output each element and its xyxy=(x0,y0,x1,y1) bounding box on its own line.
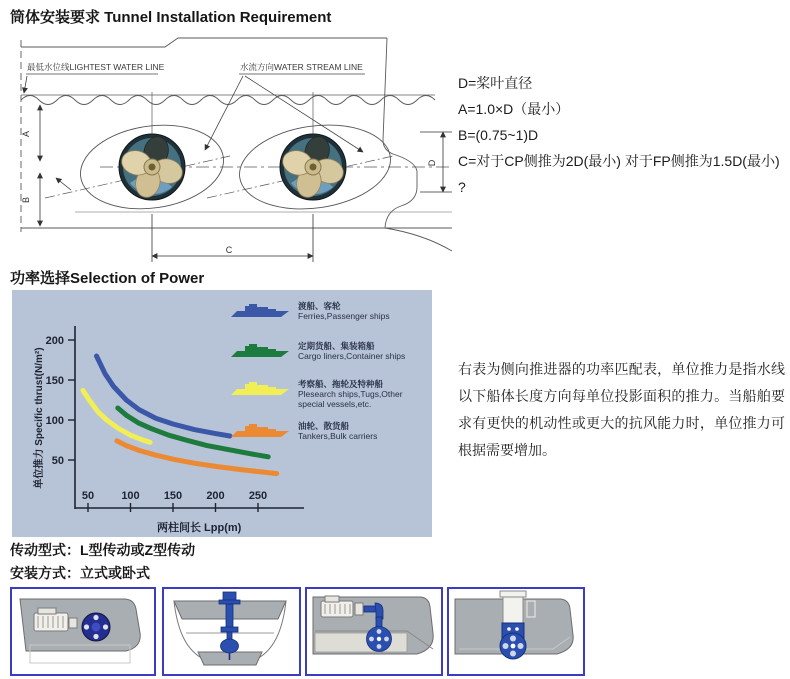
legend-text-cargo xyxy=(298,341,430,383)
power-chart-svg xyxy=(12,290,432,537)
thruster-flange-icon xyxy=(82,613,110,641)
x-axis-label: 两柱间长 Lpp(m) xyxy=(157,522,242,534)
x-tick-label: 250 xyxy=(248,490,268,502)
dimension-notes xyxy=(458,70,785,200)
y-tick-label: 50 xyxy=(51,455,64,467)
lightest-water-line-label: 最低水位线LIGHTEST WATER LINE xyxy=(27,62,165,72)
center-lines xyxy=(45,156,452,198)
legend-entry-ferries: 渡船、客轮 Ferries,Passenger ships xyxy=(298,301,390,322)
tunnel-diagram-svg xyxy=(15,30,452,262)
install-image-vertical-drive xyxy=(162,587,301,676)
legend-text-ferries xyxy=(298,301,430,343)
legend-text-tankers xyxy=(298,421,430,463)
note-d: D=桨叶直径 xyxy=(458,75,533,91)
thruster-pod-icon xyxy=(500,623,526,659)
x-tick-label: 150 xyxy=(163,490,183,502)
mounting-type-line: 安装方式：立式或卧式 xyxy=(10,565,150,581)
dim-b-label: B xyxy=(21,196,31,204)
dim-a-label: A xyxy=(21,130,31,138)
dim-d-label: D xyxy=(427,159,437,167)
install-image-vertical-motor xyxy=(447,587,585,676)
x-tick-label: 200 xyxy=(206,490,225,502)
note-c: C=对于CP侧推为2D(最小) 对于FP侧推为1.5D(最小) xyxy=(458,153,780,169)
drive-type-line: 传动型式：L型传动或Z型传动 xyxy=(10,542,196,558)
install-image-horizontal-drive xyxy=(10,587,156,676)
x-tick-label: 100 xyxy=(121,490,140,502)
legend-entry-tankers: 油轮、散货船 Tankers,Bulk carriers xyxy=(298,421,378,442)
y-axis-label: 单位推力 Specific thrust(N/m²) xyxy=(34,347,45,489)
note-b: B=(0.75~1)D xyxy=(458,127,539,143)
water-stream-line-label: 水流方向WATER STREAM LINE xyxy=(240,62,363,72)
y-tick-label: 150 xyxy=(45,375,64,387)
legend-entry-research: 考察船、拖轮及特种船 Plesearch ships,Tugs,Other special vessels,etc. xyxy=(298,379,403,410)
y-tick-label: 100 xyxy=(45,415,64,427)
x-tick-label: 50 xyxy=(81,490,95,502)
page-title: 筒体安装要求 Tunnel Installation Requirement xyxy=(10,9,332,26)
power-section-title: 功率选择Selection of Power xyxy=(10,270,205,287)
legend-entry-cargo: 定期货船、集装箱船 Cargo liners,Container ships xyxy=(298,341,406,362)
note-a: A=1.0×D（最小） xyxy=(458,101,570,117)
dim-c-label: C xyxy=(225,245,233,255)
power-selection-chart xyxy=(12,290,432,537)
dimension-lines xyxy=(40,105,452,262)
legend-text-research xyxy=(298,379,430,421)
note-question: ? xyxy=(458,179,466,195)
y-tick-label: 200 xyxy=(45,335,64,347)
water-line xyxy=(21,95,435,105)
tunnel-installation-diagram xyxy=(15,30,452,262)
install-image-l-drive xyxy=(305,587,443,676)
vertical-shaft-icon xyxy=(219,592,240,660)
power-note-paragraph: 右表为侧向推进器的功率匹配表，单位推力是指水线以下船体长度方向每单位投影面积的推力。当船舶要求有更快的机动性或更大的抗风能力时，单位推力可根据需要增加。 xyxy=(458,361,785,458)
